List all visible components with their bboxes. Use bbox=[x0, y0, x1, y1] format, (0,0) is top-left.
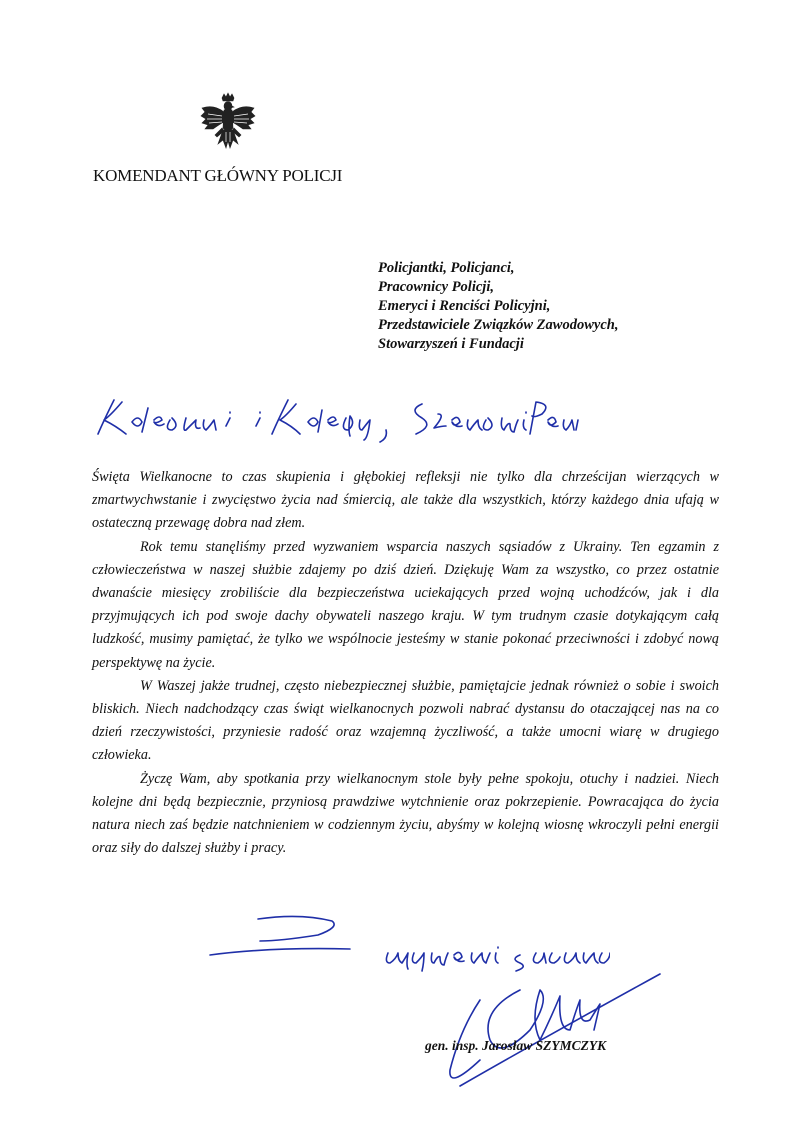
paragraph: W Waszej jakże trudnej, często niebezpiecznej służbie, pamiętajcie jednak również o sobie i swoich bliskich. Niech nadchodzący czas świąt wielkanocnych pozwoli nabrać dystansu do otaczającej nas na co dzień rzeczywistości, przyniesie radość oraz wzajemną życzliwość, a także umocni wiarę w drugiego człowieka. bbox=[92, 677, 719, 764]
addressee-line: Pracownicy Policji, bbox=[378, 279, 494, 295]
addressee-line: Przedstawiciele Związków Zawodowych, bbox=[378, 317, 619, 333]
paragraph: Życzę Wam, aby spotkania przy wielkanocnym stole były pełne spokoju, otuchy i nadziei. Niech kolejne dni będą bezpiecznie, przyniosą prawdziwe wytchnienie oraz pokrzepienie. Powracająca do życia natura niech zaś będzie natchnieniem w codziennym życiu, abyśmy w kolejną wiosnę wkroczyli pełni energii oraz siły do dalszej służby i pracy. bbox=[92, 770, 719, 857]
addressee-line: Policjantki, Policjanci, bbox=[378, 260, 515, 276]
signature-scribble bbox=[420, 960, 670, 1100]
addressee-block bbox=[378, 259, 618, 354]
letter-body bbox=[92, 466, 719, 860]
institution-title: KOMENDANT GŁÓWNY POLICJI bbox=[93, 166, 343, 185]
paragraph: Święta Wielkanocne to czas skupienia i głębokiej refleksji nie tylko dla chrześcijan wierzących w zmartwychwstanie i zwycięstwo życia nad śmiercią, ale także dla wszystkich, którzy każdego dnia ufają w ostateczną przewagę dobra nad złem. bbox=[92, 469, 719, 532]
handwritten-z-mark bbox=[200, 905, 360, 965]
handwritten-salutation bbox=[92, 380, 582, 450]
polish-eagle-emblem-icon bbox=[196, 92, 260, 156]
addressee-line: Emeryci i Renciści Policyjni, bbox=[378, 298, 551, 314]
paragraph: Rok temu stanęliśmy przed wyzwaniem wsparcia naszych sąsiadów z Ukrainy. Ten egzamin z człowieczeństwa w naszej służbie zdajemy po dziś dzień. Dziękuję Wam za wszystko, co przez ostatnie dwanaście miesięcy zrobiliście dla bezpieczeństwa uciekających przed wojną uchodźców, jak i dla przyjmujących ich pod swoje dachy obywateli naszego kraju. W tym trudnym czasie dotykającym całą ludzkość, musimy pamiętać, że tylko we wspólnocie jesteśmy w stanie pokonać przeciwności i zdobyć nową perspektywę na życie. bbox=[92, 538, 719, 671]
signer-name: gen. insp. Jarosław SZYMCZYK bbox=[425, 1038, 607, 1053]
addressee-line: Stowarzyszeń i Fundacji bbox=[378, 336, 524, 352]
